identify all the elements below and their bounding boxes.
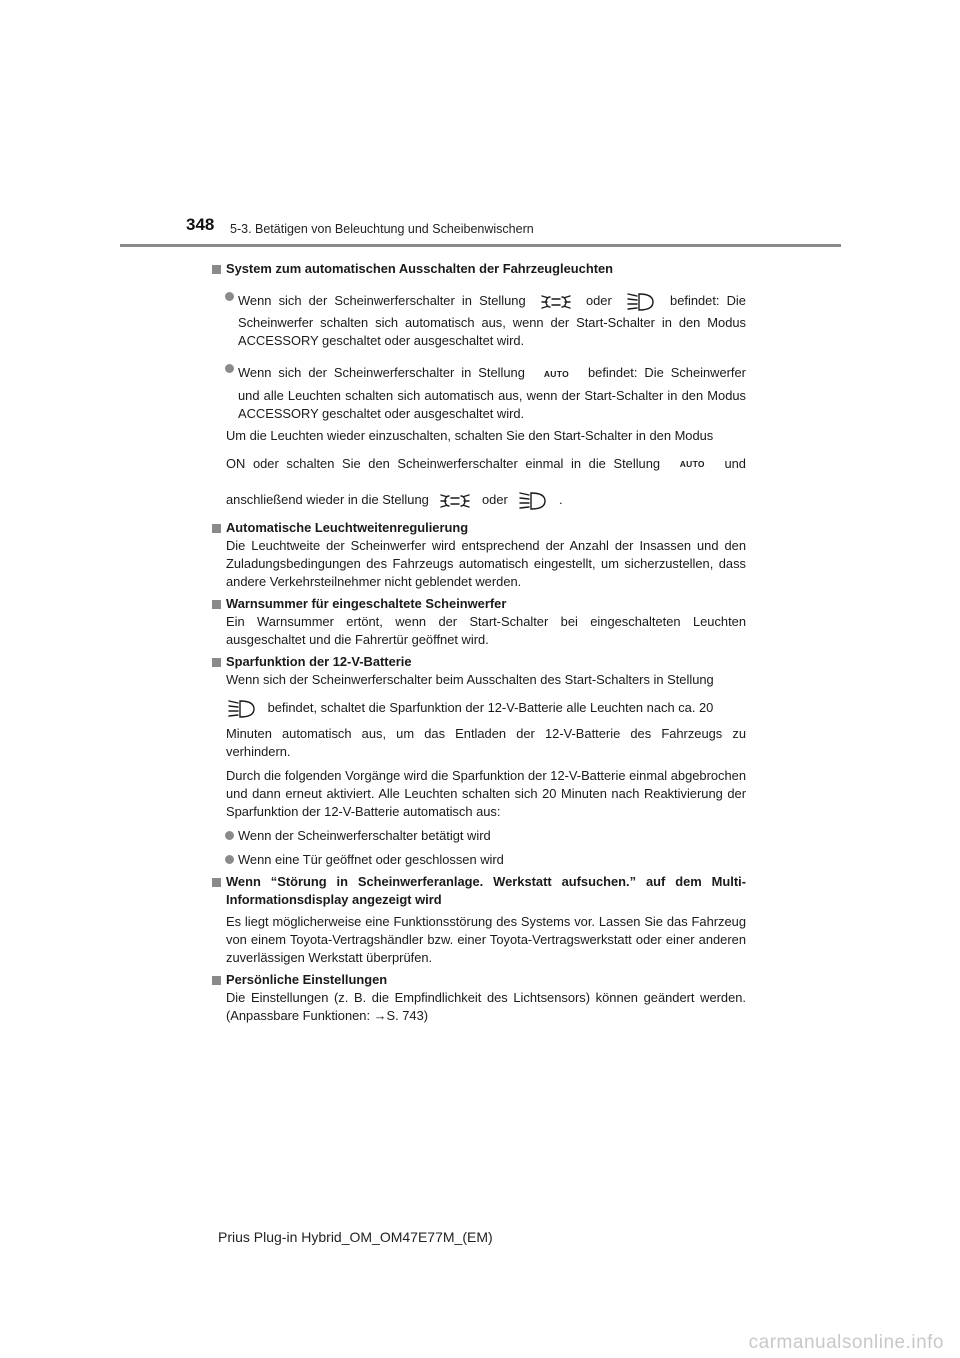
section-breadcrumb: 5-3. Betätigen von Beleuchtung und Scheibenwischern (230, 222, 534, 236)
watermark: carmanualsonline.info (748, 1332, 944, 1353)
paragraph-text: . (558, 492, 563, 508)
bullet-saver-2: Wenn eine Tür geöffnet oder geschlossen wird (211, 851, 746, 869)
paragraph-text: oder (481, 492, 508, 508)
paragraph-text: befindet, schaltet die Sparfunktion der 12-V-Batterie alle Leuchten nach ca. 20 (267, 700, 714, 716)
bullet-text: oder (585, 293, 612, 308)
bullet-auto-off-2-cont: und alle Leuchten schalten sich automatisch aus, wenn der Start-Schalter in den Modus ACCESSORY geschaltet oder ausgeschaltet wird. (238, 387, 746, 421)
heading-leveling: Automatische Leuchtweitenregulierung (211, 519, 746, 537)
bullet-text: Wenn sich der Scheinwerferschalter in Stellung (238, 365, 525, 380)
bullet-text: befindet: Die Scheinwerfer (587, 365, 746, 380)
bullet-auto-off-1 (211, 288, 746, 314)
bullet-auto-off-1-cont: Scheinwerfer schalten sich automatisch aus, wenn der Start-Schalter in den Modus ACCESSORY geschaltet oder ausgeschaltet wird. (238, 315, 746, 348)
paragraph-fault: Es liegt möglicherweise eine Funktionsstörung des Systems vor. Lassen Sie das Fahrzeug von einem Toyota-Vertragshändler bzw. einer Toyota-Vertragswerkstatt oder einer anderen zuverlässigen Werkstatt überprüfen. (226, 914, 746, 966)
headlight-icon (627, 291, 655, 313)
page-number: 348 (186, 215, 215, 234)
paragraph-saver-4: Durch die folgenden Vorgänge wird die Sparfunktion der 12-V-Batterie einmal abgebrochen und dann erneut aktiviert. Alle Leuchten schalten sich 20 Minuten nach Reaktivierung der Sparfunktion der 12-V-Batterie automatisch aus: (226, 768, 746, 820)
content (211, 256, 746, 1025)
paragraph-text: anschließend wieder in die Stellung (226, 492, 429, 508)
heading-personal: Persönliche Einstellungen (211, 971, 746, 989)
paragraph-auto-off-3 (211, 487, 746, 513)
paragraph-text: und (724, 455, 746, 471)
paragraph-auto-off-2 (211, 451, 746, 478)
auto-light-icon: AUTO (679, 459, 705, 470)
bullet-saver-1: Wenn der Scheinwerferschalter betätigt wird (211, 827, 746, 845)
headlight-icon (519, 490, 547, 512)
paragraph-personal: Die Einstellungen (z. B. die Empfindlichkeit des Lichtsensors) können geändert werden. (Anpassbare Funktionen: →S. 743) (226, 990, 746, 1024)
auto-light-icon: AUTO (543, 368, 569, 379)
heading-auto-off: System zum automatischen Ausschalten der Fahrzeugleuchten (211, 260, 746, 278)
paragraph-buzzer: Ein Warnsummer ertönt, wenn der Start-Schalter bei eingeschalteten Leuchten ausgeschaltet und die Fahrertür geöffnet wird. (226, 614, 746, 648)
bullet-text: Wenn sich der Scheinwerferschalter in Stellung (238, 293, 526, 308)
paragraph-auto-off-1: Um die Leuchten wieder einzuschalten, schalten Sie den Start-Schalter in den Modus (226, 427, 714, 443)
headlight-icon (228, 698, 256, 720)
heading-saver: Sparfunktion der 12-V-Batterie (211, 653, 746, 671)
paragraph-saver-2 (211, 695, 746, 721)
footer-model: Prius Plug-in Hybrid_OM_OM47E77M_(EM) (218, 1229, 493, 1245)
tail-light-icon (440, 491, 470, 511)
tail-light-icon (541, 292, 571, 312)
paragraph-text: ON oder schalten Sie den Scheinwerferschalter einmal in die Stellung (226, 455, 661, 471)
bullet-auto-off-2 (211, 360, 746, 387)
heading-buzzer: Warnsummer für eingeschaltete Scheinwerfer (211, 595, 746, 613)
paragraph-saver-1: Wenn sich der Scheinwerferschalter beim Ausschalten des Start-Schalters in Stellung (226, 672, 714, 688)
header-rule (120, 244, 841, 247)
heading-fault: Wenn “Störung in Scheinwerferanlage. Werkstatt aufsuchen.” auf dem Multi-Informationsdisplay angezeigt wird (211, 873, 746, 909)
paragraph-leveling: Die Leuchtweite der Scheinwerfer wird entsprechend der Anzahl der Insassen und den Zuladungsbedingungen des Fahrzeugs automatisch eingestellt, um sicherzustellen, dass andere Verkehrsteilnehmer nicht geblendet werden. (226, 538, 746, 590)
bullet-text: befindet: Die (670, 293, 746, 308)
paragraph-saver-3: Minuten automatisch aus, um das Entladen der 12-V-Batterie des Fahrzeugs zu verhindern. (226, 726, 746, 760)
